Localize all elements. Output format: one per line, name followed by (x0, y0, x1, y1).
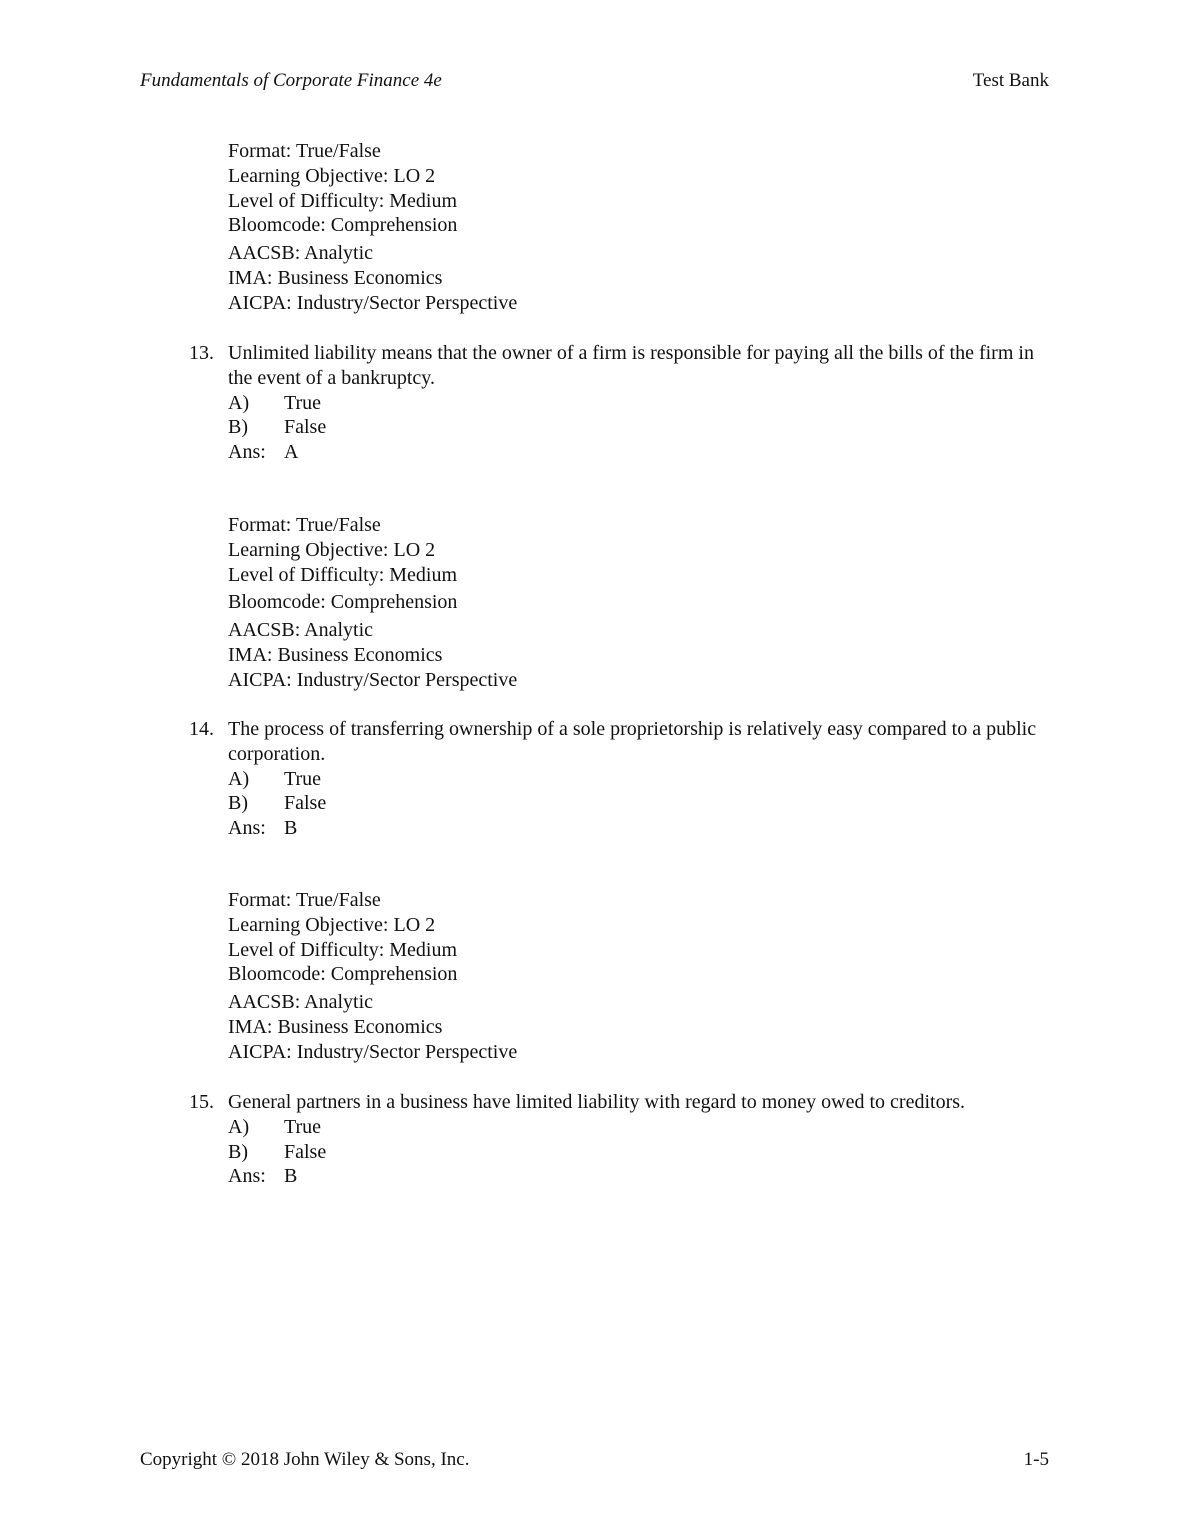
option-label: False (284, 416, 327, 439)
answer-line (228, 440, 1049, 465)
aicpa-line: AICPA: Industry/Sector Perspective (228, 291, 518, 314)
copyright-notice: Copyright © 2018 John Wiley & Sons, Inc. (140, 1449, 470, 1470)
ima-line: IMA: Business Economics (228, 643, 443, 666)
format-line: Format: True/False (228, 889, 381, 911)
question-number: 13. (189, 342, 214, 364)
answer-line (228, 1164, 1049, 1189)
answer-value: B (284, 817, 298, 840)
option-letter: A) (228, 391, 250, 414)
difficulty-line: Level of Difficulty: Medium (228, 938, 458, 961)
bloom-line: Bloomcode: Comprehension (228, 591, 458, 614)
option-b (228, 1140, 1049, 1165)
option-label: False (284, 1140, 327, 1163)
answer-line (228, 816, 1049, 841)
option-label: False (284, 792, 327, 815)
option-b (228, 791, 1049, 816)
option-letter: B) (228, 792, 248, 815)
option-label: True (284, 767, 322, 790)
answer-value: B (284, 1165, 298, 1188)
format-line: Format: True/False (228, 140, 381, 162)
aicpa-line: AICPA: Industry/Sector Perspective (228, 1040, 518, 1063)
section-label: Test Bank (972, 70, 1049, 91)
question-metadata (228, 888, 517, 1065)
option-a (228, 1115, 1049, 1140)
question-14 (189, 717, 1049, 841)
question-metadata (228, 513, 517, 693)
page-number: 1-5 (1023, 1449, 1049, 1470)
format-line: Format: True/False (228, 514, 381, 536)
objective-line: Learning Objective: LO 2 (228, 538, 436, 561)
option-b (228, 415, 1049, 440)
option-letter: A) (228, 767, 250, 790)
ima-line: IMA: Business Economics (228, 1015, 443, 1038)
objective-line: Learning Objective: LO 2 (228, 164, 436, 187)
option-a (228, 767, 1049, 792)
aacsb-line: AACSB: Analytic (228, 242, 374, 265)
option-letter: B) (228, 416, 248, 439)
question-13 (189, 341, 1049, 465)
option-label: True (284, 391, 322, 414)
option-letter: A) (228, 1115, 250, 1138)
bloom-line: Bloomcode: Comprehension (228, 214, 458, 237)
question-15 (189, 1090, 1049, 1189)
answer-label: Ans: (228, 817, 266, 840)
aacsb-line: AACSB: Analytic (228, 991, 374, 1014)
aicpa-line: AICPA: Industry/Sector Perspective (228, 668, 518, 691)
answer-value: A (284, 441, 299, 464)
question-number: 14. (189, 718, 214, 740)
book-title: Fundamentals of Corporate Finance 4e (140, 70, 442, 91)
question-text: Unlimited liability means that the owner of a firm is responsible for paying all the bills of the firm in the event of a bankruptcy. (228, 342, 1034, 389)
question-text: The process of transferring ownership of a sole proprietorship is relatively easy compared to a public corporation. (228, 718, 1037, 765)
answer-label: Ans: (228, 441, 266, 464)
option-label: True (284, 1115, 322, 1138)
question-text: General partners in a business have limited liability with regard to money owed to creditors. (228, 1091, 966, 1113)
bloom-line: Bloomcode: Comprehension (228, 963, 458, 986)
difficulty-line: Level of Difficulty: Medium (228, 563, 458, 586)
difficulty-line: Level of Difficulty: Medium (228, 189, 458, 212)
aacsb-line: AACSB: Analytic (228, 619, 374, 642)
question-metadata (228, 139, 517, 316)
objective-line: Learning Objective: LO 2 (228, 913, 436, 936)
option-a (228, 391, 1049, 416)
option-letter: B) (228, 1140, 248, 1163)
answer-label: Ans: (228, 1165, 266, 1188)
question-number: 15. (189, 1091, 214, 1113)
ima-line: IMA: Business Economics (228, 266, 443, 289)
